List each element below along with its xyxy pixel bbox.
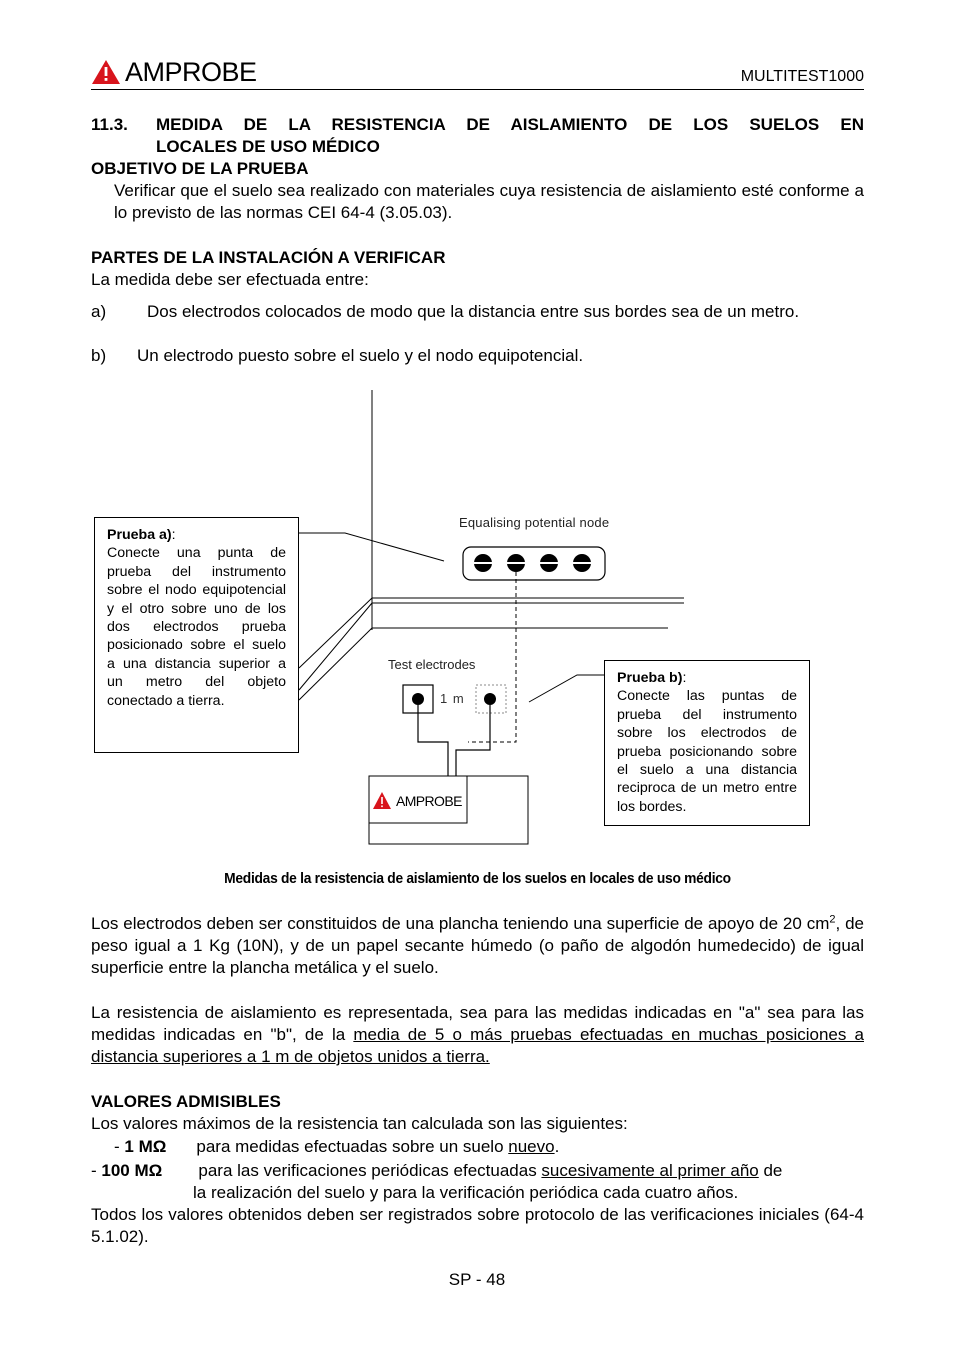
v1-text: para medidas efectuadas sobre un suelo [196, 1137, 509, 1156]
para1-part1: Los electrodos deben ser constituidos de una plancha teniendo una superficie de apoyo de 20 cm [91, 914, 830, 933]
v1-dash: - [114, 1137, 125, 1156]
item-b-label: b) [91, 346, 107, 365]
objective-heading: OBJETIVO DE LA PRUEBA [91, 159, 309, 178]
v2-underlined: sucesivamente al primer año [541, 1161, 759, 1180]
electrodes-paragraph [91, 913, 864, 979]
brand-name: AMPROBE [125, 56, 257, 87]
parts-heading: PARTES DE LA INSTALACIÓN A VERIFICAR [91, 248, 446, 267]
section-title [91, 114, 864, 158]
v2-value: 100 MΩ [101, 1161, 163, 1180]
objective-text: Verificar que el suelo sea realizado con materiales cuya resistencia de aislamiento esté conforme a lo previsto de las normas CEI 64-4 (3.05.03). [114, 181, 864, 222]
figure-caption: Medidas de la resistencia de aislamiento de los suelos en locales de uso médico [224, 870, 731, 887]
resistance-paragraph [91, 1002, 864, 1068]
test-b-title: Prueba b) [617, 670, 683, 686]
test-a-box: Prueba a): Conecte una punta de prueba del instrumento sobre el nodo equipotencial y el otro sobre uno de los dos electrodos prueba posicionado sobre el suelo a una distancia superior a un metro del objeto conectado a tierra. [94, 517, 299, 753]
item-a-text: Dos electrodos colocados de modo que la distancia entre sus bordes sea de un metro. [147, 302, 800, 321]
para2-underlined: media de 5 o más pruebas efectuadas en muchas posiciones a distancia superiores a 1 m de objetos unidos a tierra. [91, 1025, 864, 1066]
parts-item-b [91, 345, 864, 367]
section-title-line2: LOCALES DE USO MÉDICO [156, 137, 380, 156]
distance-label: 1 m [440, 691, 465, 706]
para1-sup: 2 [829, 913, 836, 926]
v2-dash: - [91, 1161, 102, 1180]
test-a-text: Conecte una punta de prueba del instrumento sobre el nodo equipotencial y el otro sobre uno de los dos electrodos prueba posicionado sobre el suelo a una distancia superior a un metro del objeto conectado a tierra. [107, 545, 286, 709]
values-heading: VALORES ADMISIBLES [91, 1092, 281, 1111]
test-b-text: Conecte las puntas de prueba del instrumento sobre los electrodos de prueba posicionando sobre el suelo a una distancia reciproca de un metro entre los bordes. [617, 688, 797, 815]
values-closing: Todos los valores obtenidos deben ser registrados sobre protocolo de las verificaciones iniciales (64-4 5.1.02). [91, 1205, 864, 1246]
item-b-text: Un electrodo puesto sobre el suelo y el nodo equipotencial. [137, 346, 584, 365]
model-name: MULTITEST1000 [740, 68, 864, 85]
section-number: 11.3. [91, 115, 128, 134]
header-divider [91, 89, 864, 90]
para1-part2: , de peso igual a 1 Kg (10N), y de un papel secante húmedo (o paño de algodón humedecido) de igual superficie entre la plancha metálica y el suelo. [91, 914, 864, 977]
electrodes-label: Test electrodes [388, 657, 476, 672]
node-label: Equalising potential node [459, 515, 610, 530]
v1-end: . [554, 1137, 560, 1156]
v2-end: de [758, 1161, 783, 1180]
para2-part1: La resistencia de aislamiento es representada, sea para las medidas indicadas en "a" sea para las medidas indicadas en "b", de la [91, 1003, 864, 1044]
value-2-line [91, 1160, 864, 1182]
section-title-line1: MEDIDA DE LA RESISTENCIA DE AISLAMIENTO DE LOS SUELOS EN [156, 115, 864, 134]
brand-logo [91, 56, 257, 88]
parts-item-a [91, 301, 864, 323]
test-b-box: Prueba b): Conecte las puntas de prueba del instrumento sobre los electrodos de prueba posicionando sobre el suelo a una distancia reciproca de un metro entre los bordes. [604, 660, 810, 826]
v1-value: 1 MΩ [124, 1137, 167, 1156]
item-a-label: a) [91, 302, 107, 321]
value-1-line [114, 1136, 864, 1158]
test-a-title: Prueba a) [107, 527, 172, 543]
page-number: SP - 48 [448, 1270, 506, 1289]
instrument-brand: AMPROBE [396, 793, 462, 809]
v2-text: para las verificaciones periódicas efectuadas [198, 1161, 542, 1180]
value-2-line2: la realización del suelo y para la verificación periódica cada cuatro años. [193, 1183, 739, 1202]
parts-intro: La medida debe ser efectuada entre: [91, 270, 369, 289]
v1-underlined: nuevo [508, 1137, 555, 1156]
values-intro: Los valores máximos de la resistencia tan calculada son las siguientes: [91, 1114, 628, 1133]
warning-triangle-icon [91, 59, 121, 85]
